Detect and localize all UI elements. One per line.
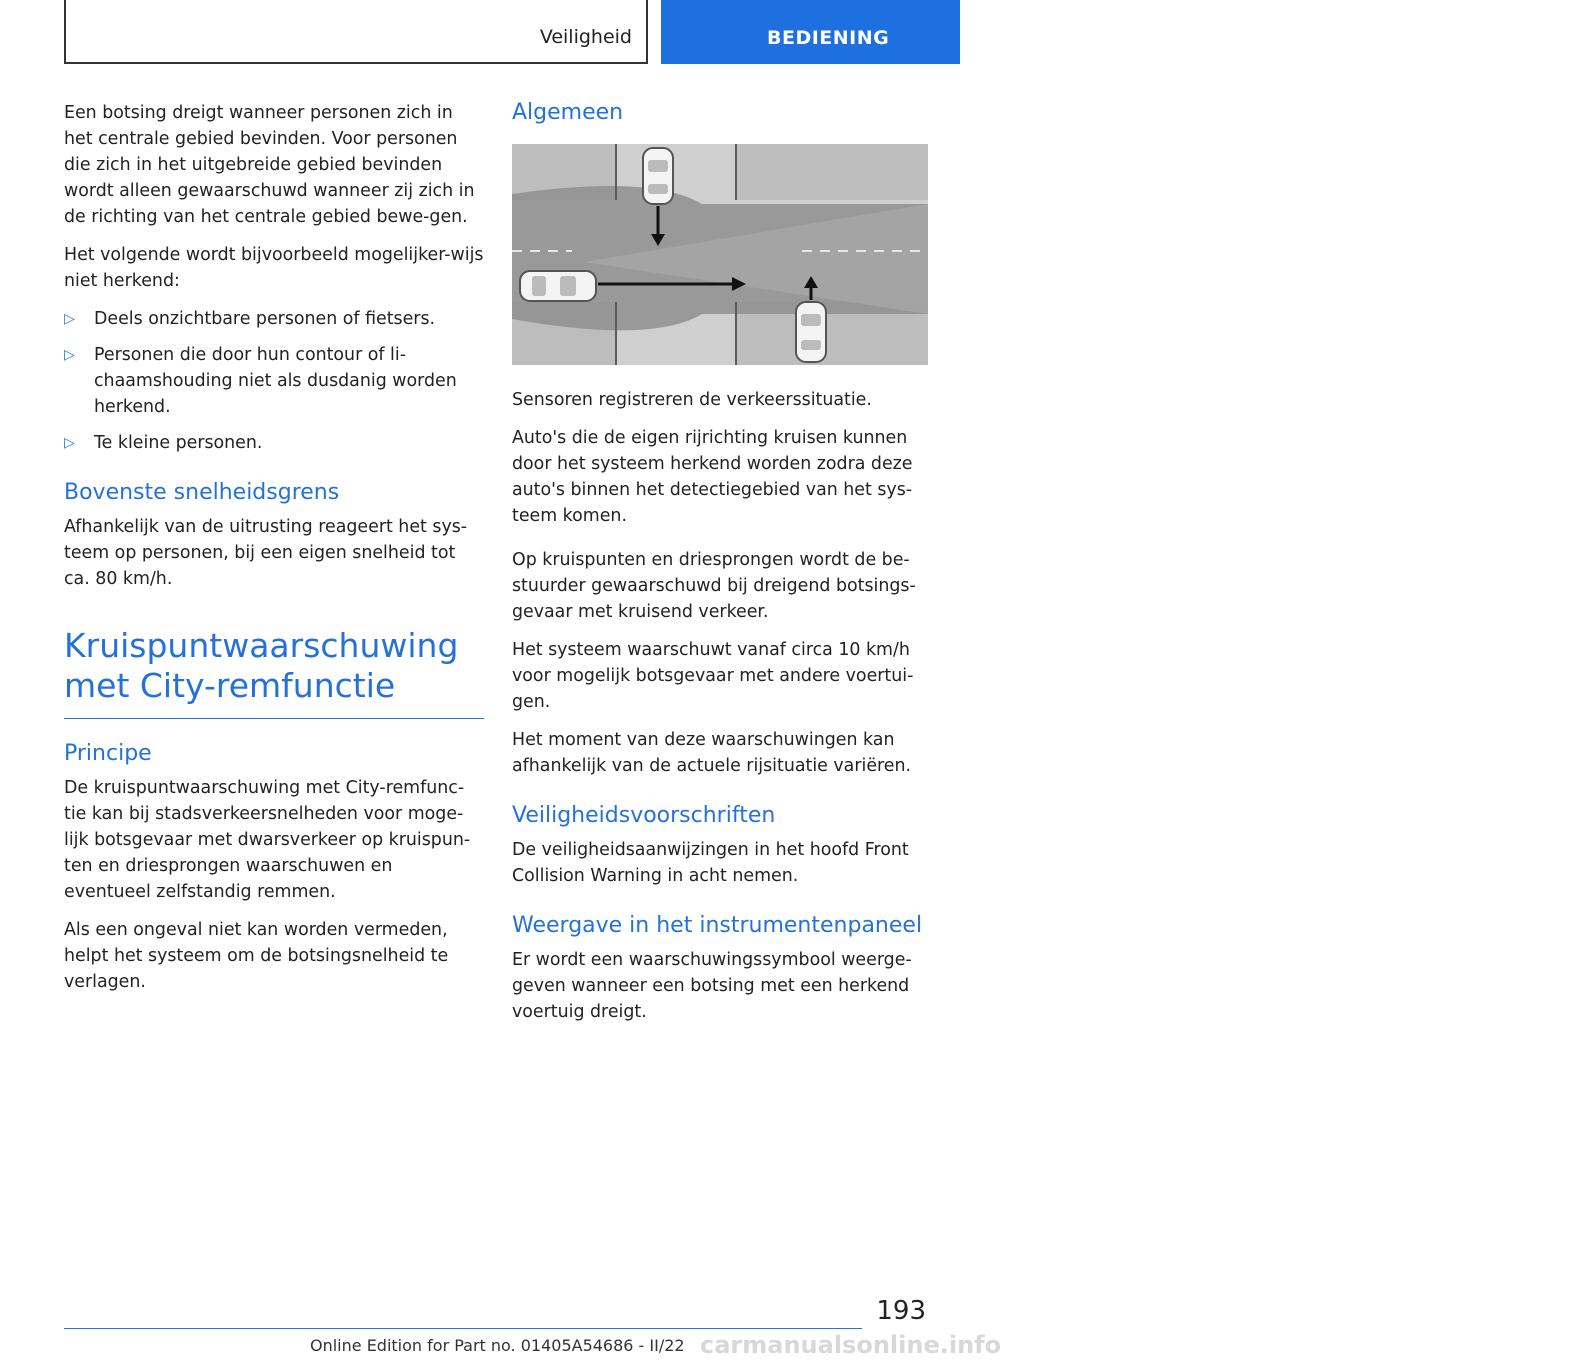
list-item bbox=[64, 342, 484, 420]
intersection-illustration bbox=[512, 144, 928, 365]
paragraph: Een botsing dreigt wanneer personen zich in het centrale gebied bevinden. Voor personen die zich in het uitgebreide gebied bevinden wordt alleen gewaarschuwd wanneer zij zich in de richting van het centrale gebied bewe-gen. bbox=[64, 103, 475, 227]
heading-veiligheidsvoorschriften: Veiligheidsvoorschriften bbox=[512, 803, 776, 828]
paragraph: Op kruispunten en driesprongen wordt de be-stuurder gewaarschuwd bij dreigend botsings-gevaar met kruisend verkeer. bbox=[512, 550, 916, 622]
page-number: 193 bbox=[876, 1296, 926, 1326]
paragraph: De veiligheidsaanwijzingen in het hoofd Front Collision Warning in acht nemen. bbox=[512, 840, 909, 886]
triangle-bullet-icon: ▷ bbox=[64, 311, 75, 327]
hand-pointer-icon bbox=[1557, 25, 1583, 53]
footer-rule bbox=[64, 1328, 862, 1329]
paragraph: Het moment van deze waarschuwingen kan afhankelijk van de actuele rijsituatie variëren. bbox=[512, 730, 912, 776]
paragraph: Afhankelijk van de uitrusting reageert het sys-teem op personen, bij een eigen snelheid tot ca. 80 km/h. bbox=[64, 517, 468, 589]
header-section-box bbox=[64, 0, 648, 64]
paragraph: Sensoren registreren de verkeerssituatie. bbox=[512, 390, 872, 410]
paragraph: Het systeem waarschuwt vanaf circa 10 km/h voor mogelijk botsgevaar met andere voertui-gen. bbox=[512, 640, 914, 712]
paragraph: Auto's die de eigen rijrichting kruisen kunnen door het systeem herkend worden zodra deze auto's binnen het detectiegebied van het sys-teem komen. bbox=[512, 428, 913, 526]
heading-rule bbox=[64, 718, 484, 719]
watermark: carmanualsonline.info bbox=[700, 1331, 1002, 1359]
paragraph: De kruispuntwaarschuwing met City-remfunc-tie kan bij stadsverkeersnelheden voor moge-lijk botsgevaar met dwarsverkeer op kruispun-ten en driesprongen waarschuwen en eventueel zelfstandig remmen. bbox=[64, 778, 471, 902]
paragraph: Er wordt een waarschuwingssymbool weerge-geven wanneer een botsing met een herkend voertuig dreigt. bbox=[512, 950, 912, 1022]
chapter-tab-label: BEDIENING bbox=[767, 27, 890, 49]
heading-weergave: Weergave in het instrumentenpaneel bbox=[512, 913, 923, 938]
paragraph: Als een ongeval niet kan worden vermeden, helpt het systeem om de botsingsnelheid te verlagen. bbox=[64, 920, 449, 992]
paragraph: Het volgende wordt bijvoorbeeld mogelijker-wijs niet herkend: bbox=[64, 245, 484, 291]
heading-main: Kruispuntwaarschuwing met City-remfunctie bbox=[64, 626, 459, 705]
triangle-bullet-icon: ▷ bbox=[64, 435, 75, 451]
list-item-text: Deels onzichtbare personen of fietsers. bbox=[94, 309, 436, 329]
right-column bbox=[512, 98, 932, 1037]
edition-footer: Online Edition for Part no. 01405A54686 - II/22 bbox=[310, 1336, 685, 1355]
list-item-text: Te kleine personen. bbox=[94, 433, 263, 453]
chapter-tab[interactable] bbox=[661, 0, 960, 64]
heading-principe: Principe bbox=[64, 741, 152, 766]
heading-algemeen: Algemeen bbox=[512, 100, 624, 125]
bullet-list bbox=[64, 306, 484, 456]
list-item bbox=[64, 306, 484, 332]
list-item bbox=[64, 430, 484, 456]
section-title: Veiligheid bbox=[539, 26, 632, 48]
triangle-bullet-icon: ▷ bbox=[64, 347, 75, 363]
left-column bbox=[64, 100, 484, 1007]
heading-speed-limit: Bovenste snelheidsgrens bbox=[64, 480, 340, 505]
list-item-text: Personen die door hun contour of li-chaamshouding niet als dusdanig worden herkend. bbox=[94, 345, 457, 417]
